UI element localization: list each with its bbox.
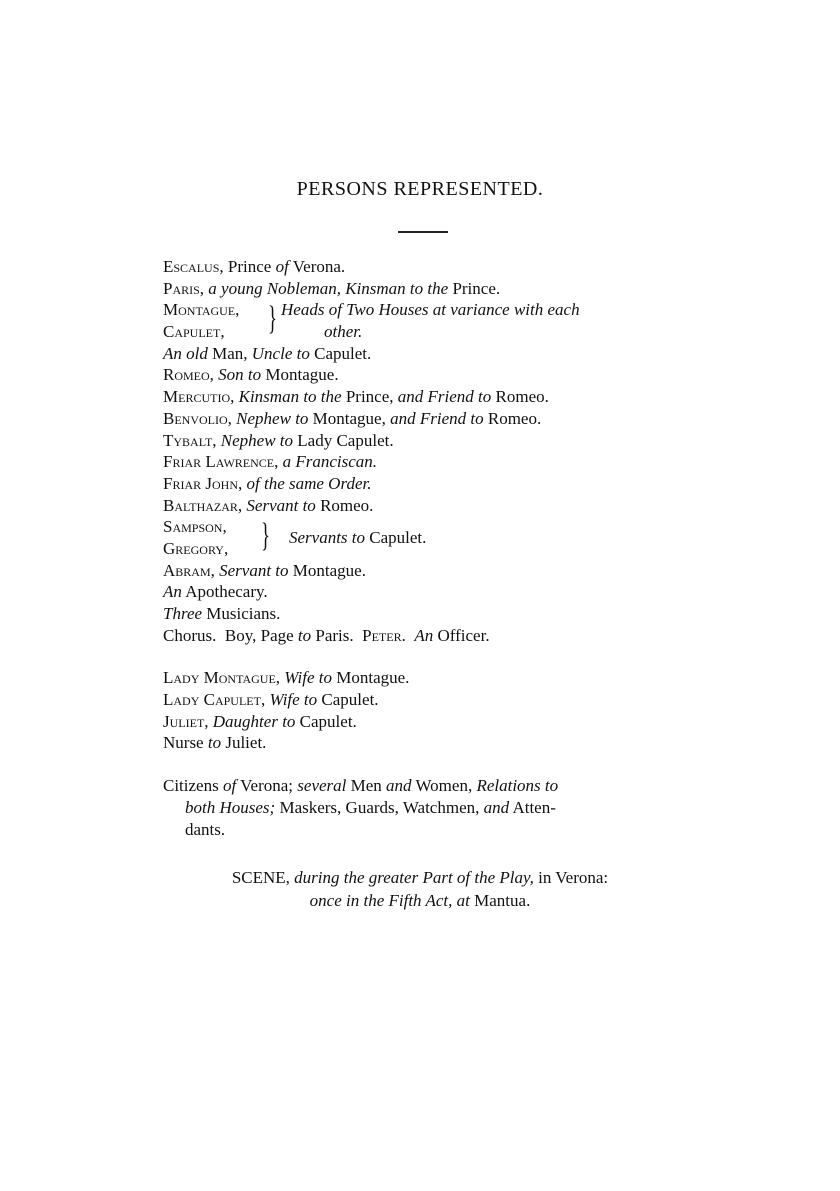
- entry-desc-italic: Nephew to: [236, 408, 309, 428]
- entry-desc: Romeo.: [320, 495, 374, 515]
- entry-lady-montague: [163, 667, 703, 689]
- entry-desc: Chorus.: [163, 625, 217, 645]
- entry-desc: Prince,: [345, 387, 394, 407]
- entry-desc: Prince.: [452, 278, 501, 298]
- brace-icon: }: [261, 517, 270, 555]
- character-name: Montague,: [163, 300, 240, 320]
- entry-desc: Prince: [227, 257, 272, 276]
- scene-italic: once in the Fifth Act, at: [309, 891, 470, 910]
- entry-desc-italic: to: [207, 733, 222, 753]
- entry-desc-italic: Wife to: [284, 668, 332, 688]
- character-name: Escalus,: [163, 257, 224, 276]
- title-rule: [398, 231, 448, 233]
- entry-desc-italic: Kinsman to the: [238, 387, 342, 407]
- entry-desc: Capulet.: [321, 690, 379, 710]
- entry-desc-italic: Daughter to: [212, 711, 296, 731]
- entry-desc: Montague.: [292, 560, 366, 580]
- entry-desc: Atten-: [512, 797, 556, 817]
- scene-label: SCENE,: [231, 868, 290, 887]
- entry-juliet: [163, 711, 703, 733]
- entry-escalus: [163, 256, 703, 278]
- entry-chorus-line: [163, 625, 703, 647]
- character-name: Paris,: [163, 278, 205, 298]
- entry-desc-italic: and: [386, 776, 412, 796]
- page-title: PERSONS REPRESENTED.: [296, 178, 544, 200]
- entry-mercutio: [163, 386, 703, 408]
- entry-desc: Montague.: [265, 365, 339, 385]
- entry-desc: Verona.: [292, 257, 346, 276]
- entry-desc: Juliet.: [225, 733, 267, 753]
- character-name: Lady Capulet,: [163, 690, 266, 710]
- entry-musicians: [163, 603, 703, 625]
- scene-text: in Verona:: [538, 868, 609, 887]
- entry-desc-italic: both Houses;: [185, 797, 276, 817]
- entry-desc: Capulet.: [299, 711, 357, 731]
- character-name: Friar John,: [163, 473, 243, 493]
- character-name: Juliet,: [163, 711, 209, 731]
- character-name: Abram,: [163, 560, 215, 580]
- citizens-line-3: dants.: [185, 819, 226, 839]
- entry-desc-italic: of: [222, 776, 237, 796]
- entry-friar-john: [163, 473, 703, 495]
- character-name: Lady Montague,: [163, 668, 281, 688]
- entry-desc: Citizens: [163, 776, 219, 796]
- entry-desc-italic: to: [297, 625, 312, 645]
- entry-desc: Maskers, Guards, Watchmen,: [279, 797, 480, 817]
- scene-text: Mantua.: [474, 891, 531, 910]
- character-name: Sampson,: [163, 517, 227, 537]
- character-name: Benvolio,: [163, 408, 232, 428]
- entry-desc-italic: other.: [324, 322, 363, 342]
- scene-note: [0, 866, 840, 912]
- entry-desc-italic: of the same Order.: [246, 473, 372, 493]
- entry-desc-italic: Servant to: [219, 560, 289, 580]
- character-name: Romeo,: [163, 365, 214, 385]
- citizens-line-1: [163, 775, 703, 797]
- entry-desc-italic: Relations to: [476, 776, 559, 796]
- entry-apothecary: [163, 581, 703, 603]
- entry-desc-italic: Uncle to: [251, 343, 310, 363]
- entry-romeo: [163, 364, 703, 386]
- entry-tybalt: [163, 430, 703, 452]
- entry-desc-italic: Son to: [218, 365, 262, 385]
- entry-desc: Women,: [415, 776, 473, 796]
- entry-desc: Capulet.: [369, 528, 427, 548]
- brace-icon: }: [268, 300, 277, 338]
- entry-desc: Musicians.: [206, 604, 281, 624]
- entry-desc-italic: several: [297, 776, 347, 796]
- entry-desc-italic: An old: [163, 343, 208, 363]
- entry-desc-italic: Servant to: [246, 495, 316, 515]
- character-name: Capulet,: [163, 322, 225, 342]
- character-name: Peter.: [362, 625, 406, 645]
- entry-desc-italic: Heads of Two Houses at variance with each: [281, 300, 580, 320]
- entry-montague-capulet: [163, 299, 703, 342]
- entry-desc-italic: An: [163, 582, 182, 602]
- dramatis-personae-list: [163, 256, 703, 840]
- entry-desc-italic: and Friend to: [397, 387, 492, 407]
- entry-old-man: [163, 343, 703, 365]
- entry-sampson-gregory: [163, 516, 703, 559]
- entry-desc: Paris.: [315, 625, 354, 645]
- entry-desc-italic: Nephew to: [220, 430, 294, 450]
- entry-paris: [163, 278, 703, 300]
- scene-italic: during the greater Part of the Play,: [294, 868, 534, 887]
- citizens-line-2: [163, 797, 703, 819]
- entry-desc: Romeo.: [487, 408, 542, 428]
- entry-desc: Montague.: [336, 668, 410, 688]
- character-name: Mercutio,: [163, 387, 235, 407]
- entry-desc: Capulet.: [314, 343, 372, 363]
- entry-desc-italic: Three: [163, 604, 203, 624]
- entry-desc-italic: and: [483, 797, 510, 817]
- entry-desc-italic: Wife to: [269, 690, 318, 710]
- entry-desc-italic: Servants to: [289, 528, 366, 548]
- character-name: Friar Lawrence,: [163, 452, 279, 472]
- entry-desc: Nurse: [163, 733, 204, 753]
- entry-benvolio: [163, 408, 703, 430]
- entry-desc: Officer.: [437, 625, 490, 645]
- entry-nurse: [163, 732, 703, 754]
- entry-desc: Boy, Page: [224, 625, 294, 645]
- entry-lady-capulet: [163, 689, 703, 711]
- entry-desc: Man,: [212, 343, 248, 363]
- entry-abram: [163, 560, 703, 582]
- entry-friar-lawrence: [163, 451, 703, 473]
- entry-desc-italic: a Franciscan.: [282, 452, 378, 472]
- entry-desc-italic: An: [414, 625, 434, 645]
- entry-desc: Romeo.: [495, 387, 549, 407]
- character-name: Gregory,: [163, 538, 229, 558]
- character-name: Balthazar,: [163, 495, 243, 515]
- entry-desc: Lady Capulet.: [297, 430, 394, 450]
- entry-balthazar: [163, 495, 703, 517]
- entry-desc-italic: a young Nobleman, Kinsman to the: [208, 278, 449, 298]
- entry-desc: Apothecary.: [185, 582, 268, 602]
- entry-desc: Verona;: [240, 776, 294, 796]
- entry-desc: Montague,: [312, 408, 386, 428]
- entry-desc: Men: [350, 776, 382, 796]
- entry-desc-italic: and Friend to: [390, 408, 484, 428]
- entry-desc-italic: of: [275, 257, 289, 276]
- character-name: Tybalt,: [163, 430, 217, 450]
